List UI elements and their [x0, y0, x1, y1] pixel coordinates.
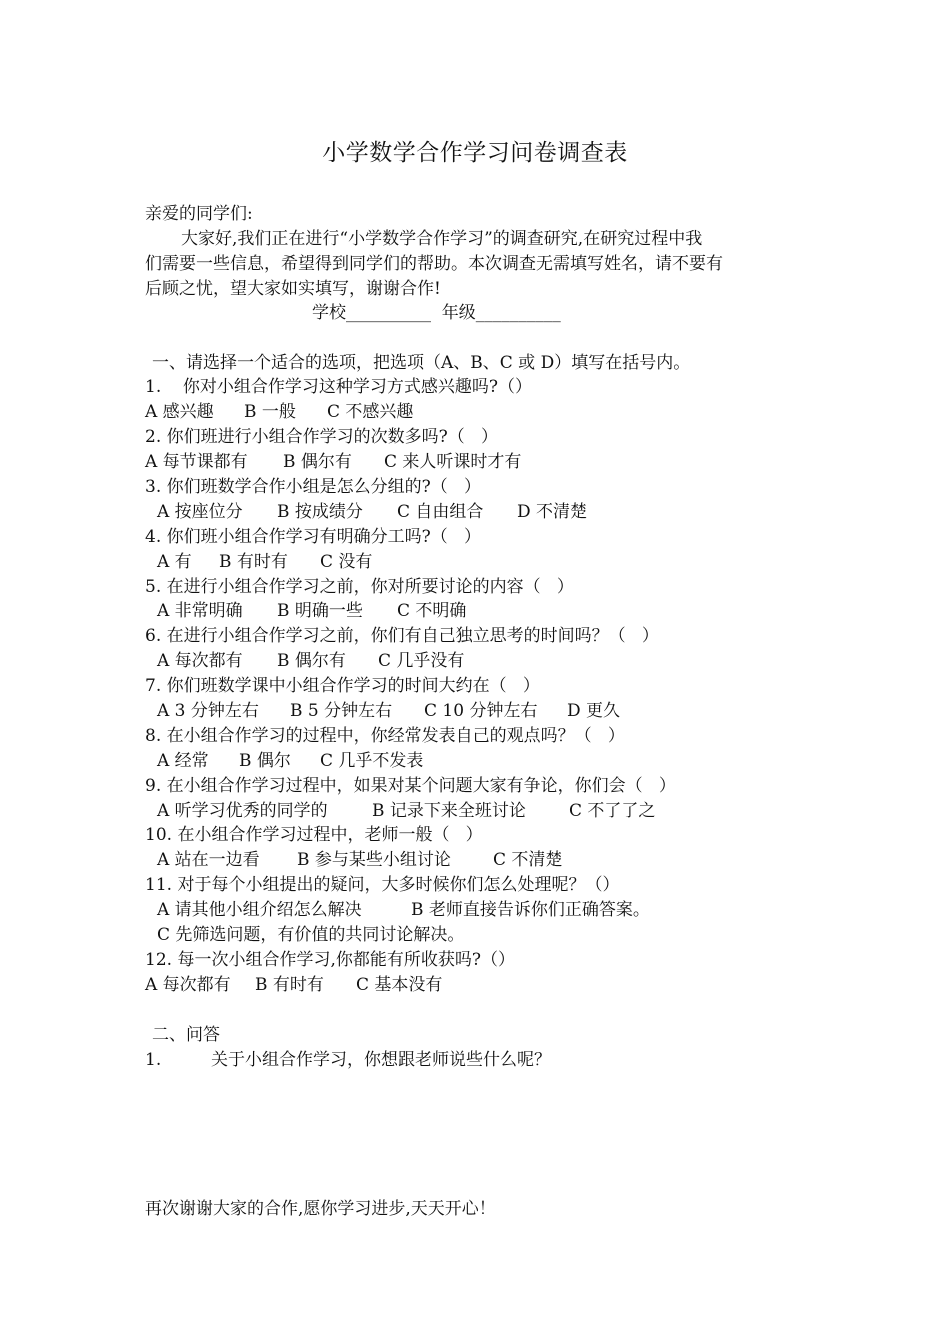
question-3: 3. 你们班数学合作小组是怎么分组的?（ ） — [145, 477, 481, 497]
option-10a: A 站在一边看 — [157, 850, 260, 870]
option-6c: C 几乎没有 — [378, 651, 465, 671]
section1-heading: 一、请选择一个适合的选项，把选项（A、B、C 或 D）填写在括号内。 — [152, 353, 691, 373]
option-12a: A 每次都有 — [145, 975, 231, 995]
option-11a: A 请其他小组介绍怎么解决 — [157, 900, 362, 920]
option-8b: B 偶尔 — [239, 751, 291, 771]
option-2b: B 偶尔有 — [283, 452, 352, 472]
option-1c: C 不感兴趣 — [327, 402, 414, 422]
option-3d: D 不清楚 — [517, 502, 588, 522]
option-8a: A 经常 — [157, 751, 209, 771]
qa-1-text: 关于小组合作学习，你想跟老师说些什么呢？ — [211, 1050, 551, 1070]
option-7a: A 3 分钟左右 — [157, 701, 259, 721]
page-title: 小学数学合作学习问卷调查表 — [322, 140, 628, 166]
option-6b: B 偶尔有 — [277, 651, 346, 671]
option-9b: B 记录下来全班讨论 — [372, 801, 526, 821]
option-11b: B 老师直接告诉你们正确答案。 — [411, 900, 650, 920]
option-12c: C 基本没有 — [356, 975, 443, 995]
greeting: 亲爱的同学们: — [145, 204, 253, 224]
option-9c: C 不了了之 — [569, 801, 656, 821]
option-4b: B 有时有 — [219, 552, 288, 572]
option-1b: B 一般 — [244, 402, 296, 422]
option-8c: C 几乎不发表 — [320, 751, 424, 771]
option-5c: C 不明确 — [397, 601, 467, 621]
question-11: 11. 对于每个小组提出的疑问，大多时候你们怎么处理呢？（） — [145, 875, 620, 895]
intro-line-3: 后顾之忧，望大家如实填写，谢谢合作! — [145, 279, 441, 299]
option-7c: C 10 分钟左右 — [424, 701, 538, 721]
option-3c: C 自由组合 — [397, 502, 484, 522]
option-10c: C 不清楚 — [493, 850, 563, 870]
intro-line-1: 大家好,我们正在进行“小学数学合作学习”的调查研究,在研究过程中我 — [181, 229, 703, 249]
section2-heading: 二、问答 — [152, 1025, 220, 1045]
question-10: 10. 在小组合作学习过程中，老师一般（ ） — [145, 825, 483, 845]
qa-1-number: 1. — [145, 1050, 162, 1070]
option-9a: A 听学习优秀的同学的 — [157, 801, 328, 821]
option-10b: B 参与某些小组讨论 — [297, 850, 451, 870]
question-12: 12. 每一次小组合作学习,你都能有所收获吗?（） — [145, 950, 515, 970]
option-7d: D 更久 — [567, 701, 621, 721]
question-4: 4. 你们班小组合作学习有明确分工吗?（ ） — [145, 527, 481, 547]
question-6: 6. 在进行小组合作学习之前，你们有自己独立思考的时间吗？（ ） — [145, 626, 659, 646]
option-3b: B 按成绩分 — [277, 502, 363, 522]
option-7b: B 5 分钟左右 — [290, 701, 393, 721]
option-5a: A 非常明确 — [157, 601, 243, 621]
question-1: 1. 你对小组合作学习这种学习方式感兴趣吗?（） — [145, 377, 532, 397]
question-7: 7. 你们班数学课中小组合作学习的时间大约在（ ） — [145, 676, 540, 696]
option-3a: A 按座位分 — [157, 502, 243, 522]
option-2c: C 来人听课时才有 — [384, 452, 522, 472]
option-4c: C 没有 — [320, 552, 373, 572]
option-12b: B 有时有 — [255, 975, 324, 995]
question-5: 5. 在进行小组合作学习之前，你对所要讨论的内容（ ） — [145, 577, 574, 597]
option-2a: A 每节课都有 — [145, 452, 248, 472]
intro-line-2: 们需要一些信息，希望得到同学们的帮助。本次调查无需填写姓名，请不要有 — [145, 254, 723, 274]
option-6a: A 每次都有 — [157, 651, 243, 671]
question-9: 9. 在小组合作学习过程中，如果对某个问题大家有争论，你们会（ ） — [145, 776, 676, 796]
option-5b: B 明确一些 — [277, 601, 363, 621]
question-8: 8. 在小组合作学习的过程中，你经常发表自己的观点吗？（ ） — [145, 726, 625, 746]
closing-text: 再次谢谢大家的合作,愿你学习进步,天天开心！ — [145, 1199, 496, 1219]
option-11c: C 先筛选问题，有价值的共同讨论解决。 — [157, 925, 465, 945]
school-grade-fields: 学校__________ 年级__________ — [312, 303, 561, 323]
question-2: 2. 你们班进行小组合作学习的次数多吗?（ ） — [145, 427, 498, 447]
option-1a: A 感兴趣 — [145, 402, 214, 422]
option-4a: A 有 — [157, 552, 192, 572]
